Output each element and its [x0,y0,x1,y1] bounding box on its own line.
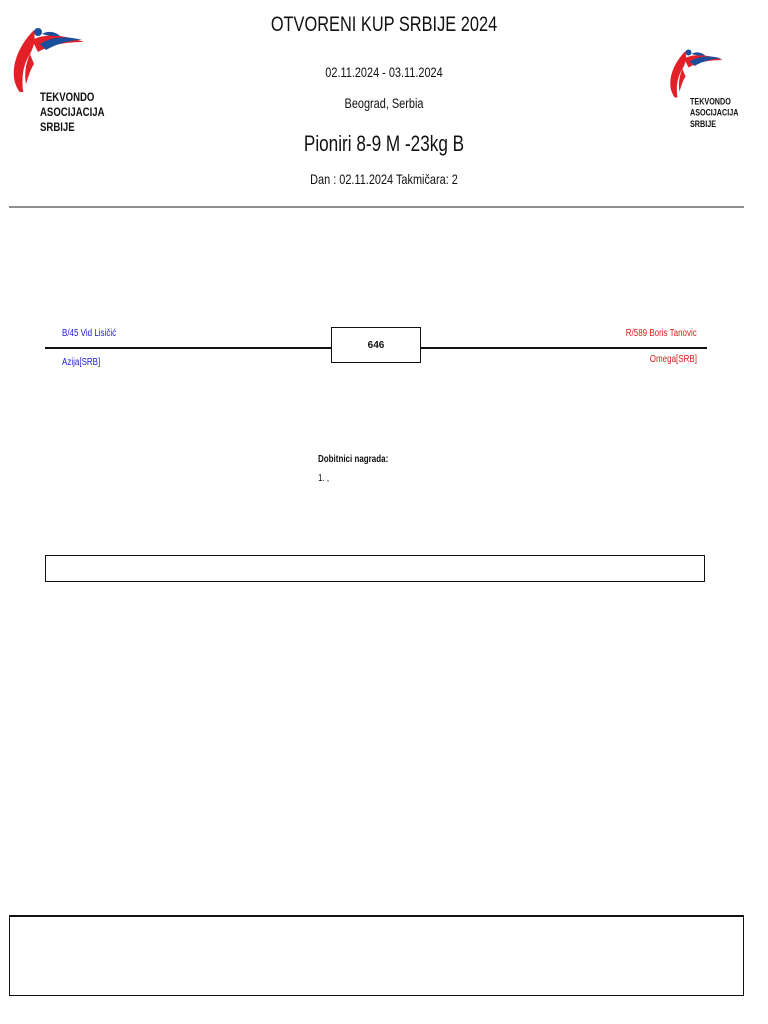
header-divider [9,206,744,208]
taekwondo-association-logo-left [8,22,118,142]
logo-wordmark: TEKVONDO ASOCIJACIJA SRBIJE [40,90,105,134]
blue-competitor-club: Azija[SRB] [62,357,101,368]
logo-wordmark: TEKVONDO ASOCIJACIJA SRBIJE [690,96,739,129]
taekwondo-association-logo-right [666,45,749,135]
blue-competitor-name: B/45 Vid Lisičić [62,328,117,339]
match-number: 646 [367,339,385,351]
competition-dates: 02.11.2024 - 03.11.2024 [325,64,443,80]
competition-title: OTVORENI KUP SRBIJE 2024 [270,13,498,36]
kicking-figure-icon [8,22,118,92]
day-competitors-line: Dan : 02.11.2024 Takmičara: 2 [310,171,458,187]
category-title: Pioniri 8-9 M -23kg B [303,131,465,156]
red-competitor-name: R/589 Boris Tanovic [626,328,697,339]
winners-first-place: 1. , [318,473,330,484]
kicking-figure-icon [666,45,749,98]
competition-place: Beograd, Serbia [344,95,424,111]
footer-box [9,915,744,996]
results-box [45,555,705,582]
red-competitor-club: Omega[SRB] [649,354,697,365]
winners-label: Dobitnici nagrada: [318,454,389,465]
match-box [331,327,421,363]
